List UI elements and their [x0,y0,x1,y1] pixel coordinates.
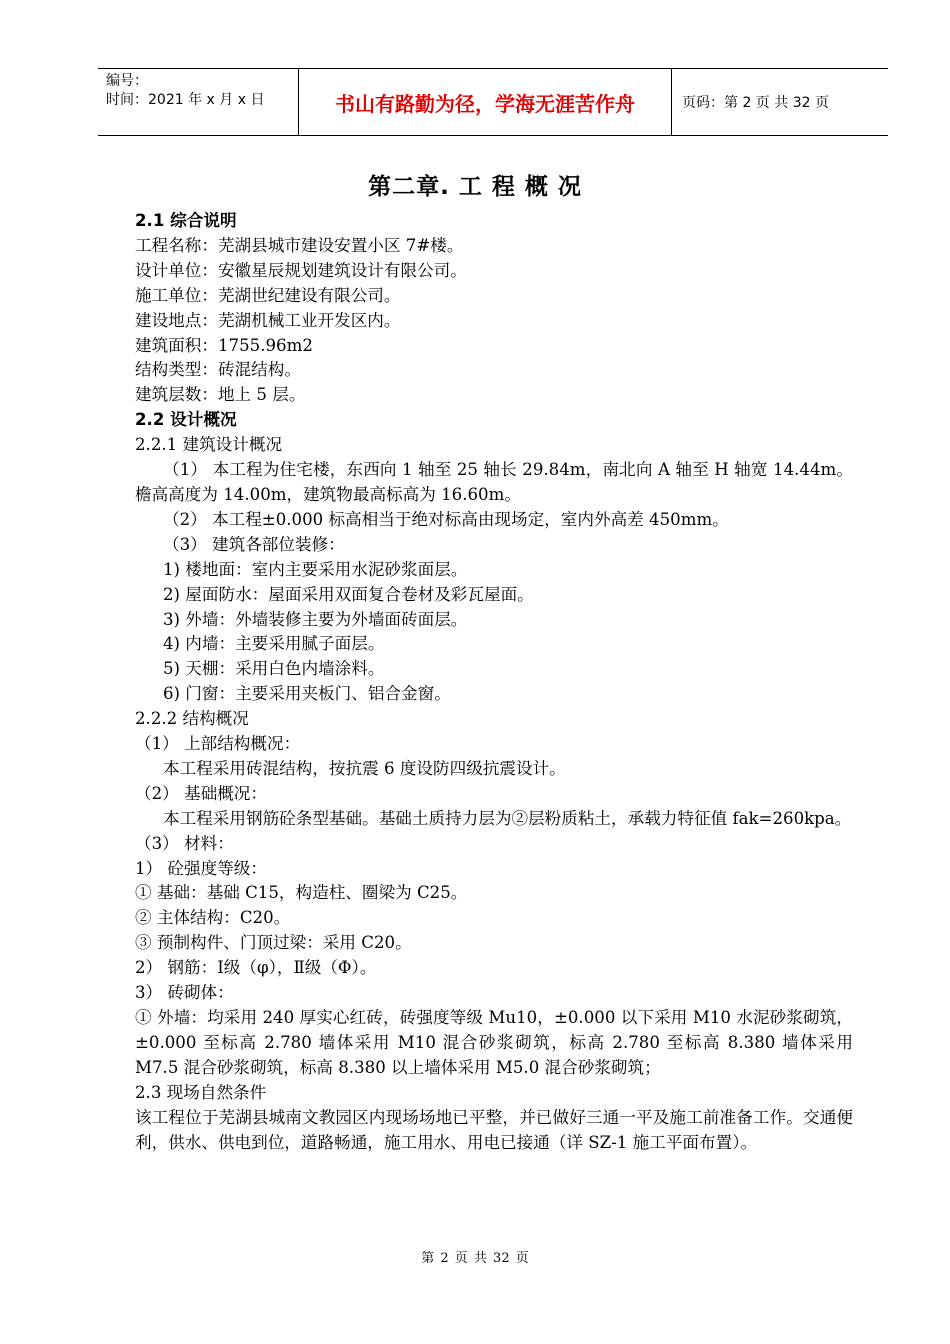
text-line: 建设地点：芜湖机械工业开发区内。 [135,310,401,330]
paragraph: （1） 本工程为住宅楼，东西向 1 轴至 25 轴长 29.84m，南北向 A 轴至 H 轴宽 14.44m。檐高高度为 14.00m，建筑物最高标高为 16.60m。 [135,460,853,504]
list-item: 2） 钢筋：Ⅰ级（φ），Ⅱ级（Φ）。 [135,958,377,978]
list-item: ③ 预制构件、门顶过梁：采用 C20。 [135,933,412,953]
text-line: 工程名称：芜湖县城市建设安置小区 7#楼。 [135,235,464,255]
list-item: 6) 门窗：主要采用夹板门、铝合金窗。 [163,684,451,704]
text-line: 施工单位：芜湖世纪建设有限公司。 [135,285,401,305]
text-line: 结构类型：砖混结构。 [135,360,301,380]
paragraph: 该工程位于芜湖县城南文教园区内现场场地已平整，并已做好三通一平及施工前准备工作。交通便利，供水、供电到位，道路畅通，施工用水、用电已接通（详 SZ-1 施工平面布置）。 [135,1107,853,1152]
paragraph-label: （1） 上部结构概况： [135,734,301,754]
header-page-label: 页码：第 2 页 共 32 页 [682,95,829,111]
paragraph-label: （2） 基础概况： [135,783,267,803]
document-time-label: 时间：2021 年 x 月 x 日 [106,92,265,108]
text-line: 建筑层数：地上 5 层。 [135,385,306,405]
list-item: ② 主体结构：C20。 [135,908,291,928]
subsection-heading: 2.2.1 建筑设计概况 [135,435,283,455]
list-item: 3) 外墙：外墙装修主要为外墙面砖面层。 [163,609,468,629]
text-line: 设计单位：安徽星辰规划建筑设计有限公司。 [135,260,467,280]
section-heading: 2.2 设计概况 [135,410,237,430]
paragraph: 本工程采用砖混结构，按抗震 6 度设防四级抗震设计。 [163,758,566,778]
subsection-heading: 2.2.2 结构概况 [135,709,249,729]
subsection-heading: 2.3 现场自然条件 [135,1082,267,1102]
paragraph: 本工程采用钢筋砼条型基础。基础土质持力层为②层粉质粘土，承载力特征值 fak=260kpa。 [163,808,852,828]
paragraph: （2） 本工程±0.000 标高相当于绝对标高由现场定，室内外高差 450mm。 [163,509,729,529]
list-item: 4) 内墙：主要采用腻子面层。 [163,634,385,654]
text-line: 建筑面积：1755.96m2 [135,335,313,355]
list-item: 1) 楼地面：室内主要采用水泥砂浆面层。 [163,559,468,579]
page-footer: 第 2 页 共 32 页 [421,1251,529,1266]
paragraph: ① 外墙：均采用 240 厚实心红砖，砖强度等级 Mu10，±0.000 以下采用 M10 水泥砂浆砌筑，±0.000 至标高 2.780 墙体采用 M10 混合砂浆砌筑，标高 2.780 至标高 8.380 墙体采用 M7.5 混合砂浆砌筑，标高 8.380 以上墙体采用 M5.0 混合砂浆砌筑； [135,1008,853,1077]
header-meta-cell [98,69,299,135]
list-item: 1） 砼强度等级： [135,858,267,878]
document-number-label: 编号： [106,73,148,89]
page-header [98,68,888,136]
list-item: 3） 砖砌体： [135,983,234,1003]
section-heading: 2.1 综合说明 [135,211,237,230]
paragraph-label: （3） 材料： [135,833,234,853]
header-motto: 书山有路勤为径，学海无涯苦作舟 [299,69,672,135]
list-item: ① 基础：基础 C15，构造柱、圈梁为 C25。 [135,883,468,903]
list-item: 5) 天棚：采用白色内墙涂料。 [163,659,385,679]
document-body [135,209,853,1155]
paragraph: （3） 建筑各部位装修： [163,534,345,554]
list-item: 2) 屋面防水：屋面采用双面复合卷材及彩瓦屋面。 [163,584,534,604]
chapter-title: 第二章. 工 程 概 况 [368,174,582,200]
